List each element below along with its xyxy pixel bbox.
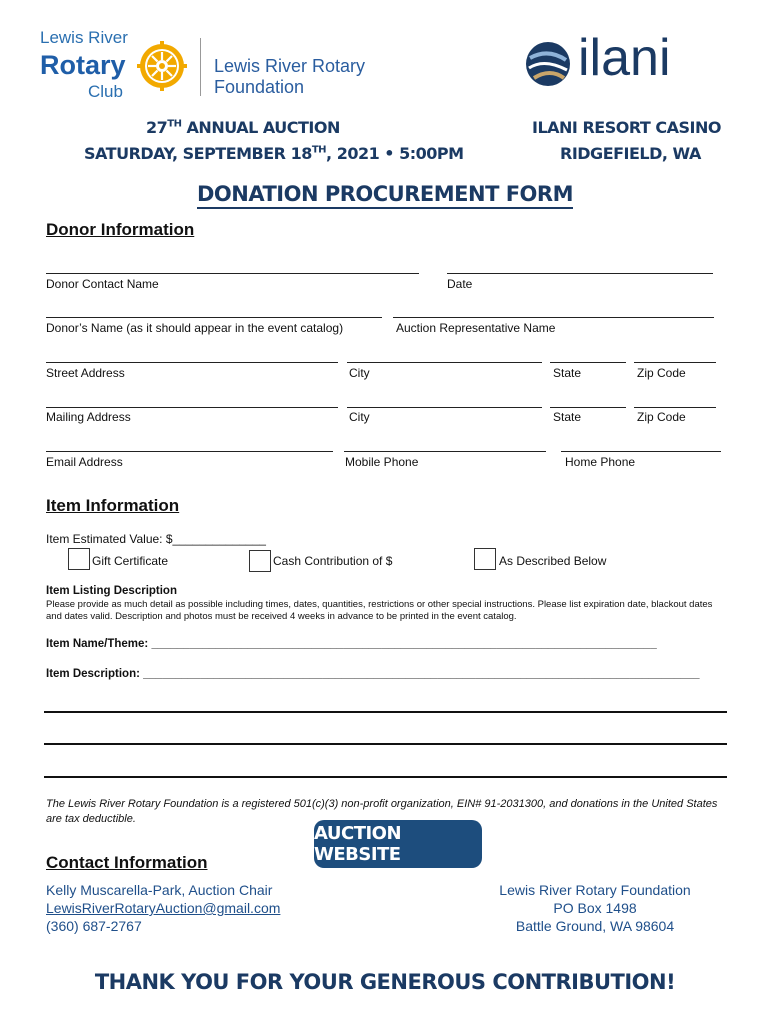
venue-name: ILANI RESORT CASINO: [532, 118, 721, 137]
description-line-2[interactable]: [44, 743, 727, 745]
thank-you-banner: THANK YOU FOR YOUR GENEROUS CONTRIBUTION!: [94, 970, 676, 994]
event-number-suffix: TH: [167, 118, 182, 130]
home-phone-label: Home Phone: [565, 455, 636, 469]
donor-name-line[interactable]: [46, 317, 382, 318]
mailing-city-line[interactable]: [347, 407, 542, 408]
ilani-logo: [524, 29, 704, 96]
contact-right: [470, 881, 720, 935]
contact-email-wrap: [46, 899, 280, 917]
email-label: Email Address: [46, 455, 123, 469]
ilani-mark-icon: [524, 40, 572, 88]
donor-contact-name-label: Donor Contact Name: [46, 277, 159, 291]
gift-certificate-checkbox[interactable]: [68, 548, 90, 570]
rotary-logo-line1: Lewis River: [40, 28, 128, 47]
zip-line[interactable]: [634, 362, 716, 363]
state-line[interactable]: [550, 362, 626, 363]
mobile-phone-label: Mobile Phone: [345, 455, 419, 469]
auction-rep-line[interactable]: [393, 317, 714, 318]
state-label: State: [553, 366, 582, 380]
rotary-logo-line3: Club: [88, 82, 123, 101]
form-title: [0, 182, 770, 206]
city-line[interactable]: [347, 362, 542, 363]
mailing-state-label: State: [553, 410, 582, 424]
email-line[interactable]: [46, 451, 333, 452]
contact-email-link[interactable]: LewisRiverRotaryAuction@gmail.com: [46, 900, 281, 916]
donor-info-heading: Donor Information: [46, 220, 195, 239]
item-info-heading: Item Information: [46, 496, 180, 515]
rotary-wheel-icon: [136, 40, 188, 92]
description-line-3[interactable]: [44, 776, 727, 778]
auction-website-button[interactable]: AUCTION WEBSITE: [314, 820, 482, 868]
auction-rep-label: Auction Representative Name: [396, 321, 556, 335]
event-date-part1: SATURDAY, SEPTEMBER 18: [84, 144, 312, 163]
date-label: Date: [447, 277, 473, 291]
listing-description-heading: Item Listing Description: [46, 585, 177, 597]
ilani-wordmark: ilani: [578, 29, 671, 87]
mailing-address-line[interactable]: [46, 407, 338, 408]
event-number: 27: [146, 118, 168, 137]
date-line[interactable]: [447, 273, 713, 274]
zip-label: Zip Code: [637, 366, 686, 380]
contact-name: Kelly Muscarella-Park, Auction Chair: [46, 882, 273, 898]
mailing-po-box: PO Box 1498: [553, 900, 637, 916]
mailing-city-state: Battle Ground, WA 98604: [515, 918, 675, 934]
form-title-text: DONATION PROCUREMENT FORM: [197, 182, 573, 209]
tax-disclaimer: The Lewis River Rotary Foundation is a registered 501(c)(3) non-profit organization, EIN# 91-2031300, and donations in the United States are tax deductible.: [46, 798, 718, 825]
item-description-field[interactable]: Item Description: _______________________________________________________________________________________: [46, 668, 700, 680]
rotary-logo-line2: Rotary: [40, 50, 126, 80]
mailing-state-line[interactable]: [550, 407, 626, 408]
item-name-field[interactable]: Item Name/Theme: _______________________________________________________________________________: [46, 638, 657, 650]
mailing-zip-line[interactable]: [634, 407, 716, 408]
cash-contribution-checkbox[interactable]: [249, 550, 271, 572]
contact-left: [46, 881, 280, 935]
logo-divider: [200, 38, 201, 96]
gift-certificate-label: Gift Certificate: [92, 554, 169, 568]
street-address-label: Street Address: [46, 366, 125, 380]
event-title: [146, 118, 340, 137]
as-described-checkbox[interactable]: [474, 548, 496, 570]
street-address-line[interactable]: [46, 362, 338, 363]
description-line-1[interactable]: [44, 711, 727, 713]
mailing-city-label: City: [349, 410, 370, 424]
as-described-label: As Described Below: [499, 554, 607, 568]
foundation-name: Lewis River Rotary Foundation: [214, 56, 366, 97]
event-date: [84, 144, 464, 163]
event-title-text: ANNUAL AUCTION: [181, 118, 340, 137]
donor-contact-name-line[interactable]: [46, 273, 419, 274]
mailing-address-label: Mailing Address: [46, 410, 131, 424]
home-phone-line[interactable]: [561, 451, 721, 452]
event-date-suffix: TH: [311, 144, 327, 156]
item-estimated-value[interactable]: Item Estimated Value: $______________: [46, 532, 266, 546]
event-date-part2: , 2021 • 5:00PM: [326, 144, 464, 163]
contact-info-heading: Contact Information: [46, 853, 208, 872]
mailing-org: Lewis River Rotary Foundation: [499, 882, 691, 898]
donor-name-label: Donor’s Name (as it should appear in the event catalog): [46, 321, 344, 335]
rotary-club-logo: [38, 30, 458, 102]
city-label: City: [349, 366, 370, 380]
listing-description-text: Please provide as much detail as possible including times, dates, quantities, restrictions or other special instructions. Please list expiration date, blackout dates and dates valid. Description and photos must be received 4 weeks in advance to be printed in the event catalog.: [46, 599, 713, 622]
venue-location: RIDGEFIELD, WA: [560, 144, 701, 163]
contact-phone: (360) 687-2767: [46, 918, 142, 934]
mailing-zip-label: Zip Code: [637, 410, 686, 424]
cash-contribution-label: Cash Contribution of $: [273, 554, 393, 568]
mobile-phone-line[interactable]: [344, 451, 546, 452]
